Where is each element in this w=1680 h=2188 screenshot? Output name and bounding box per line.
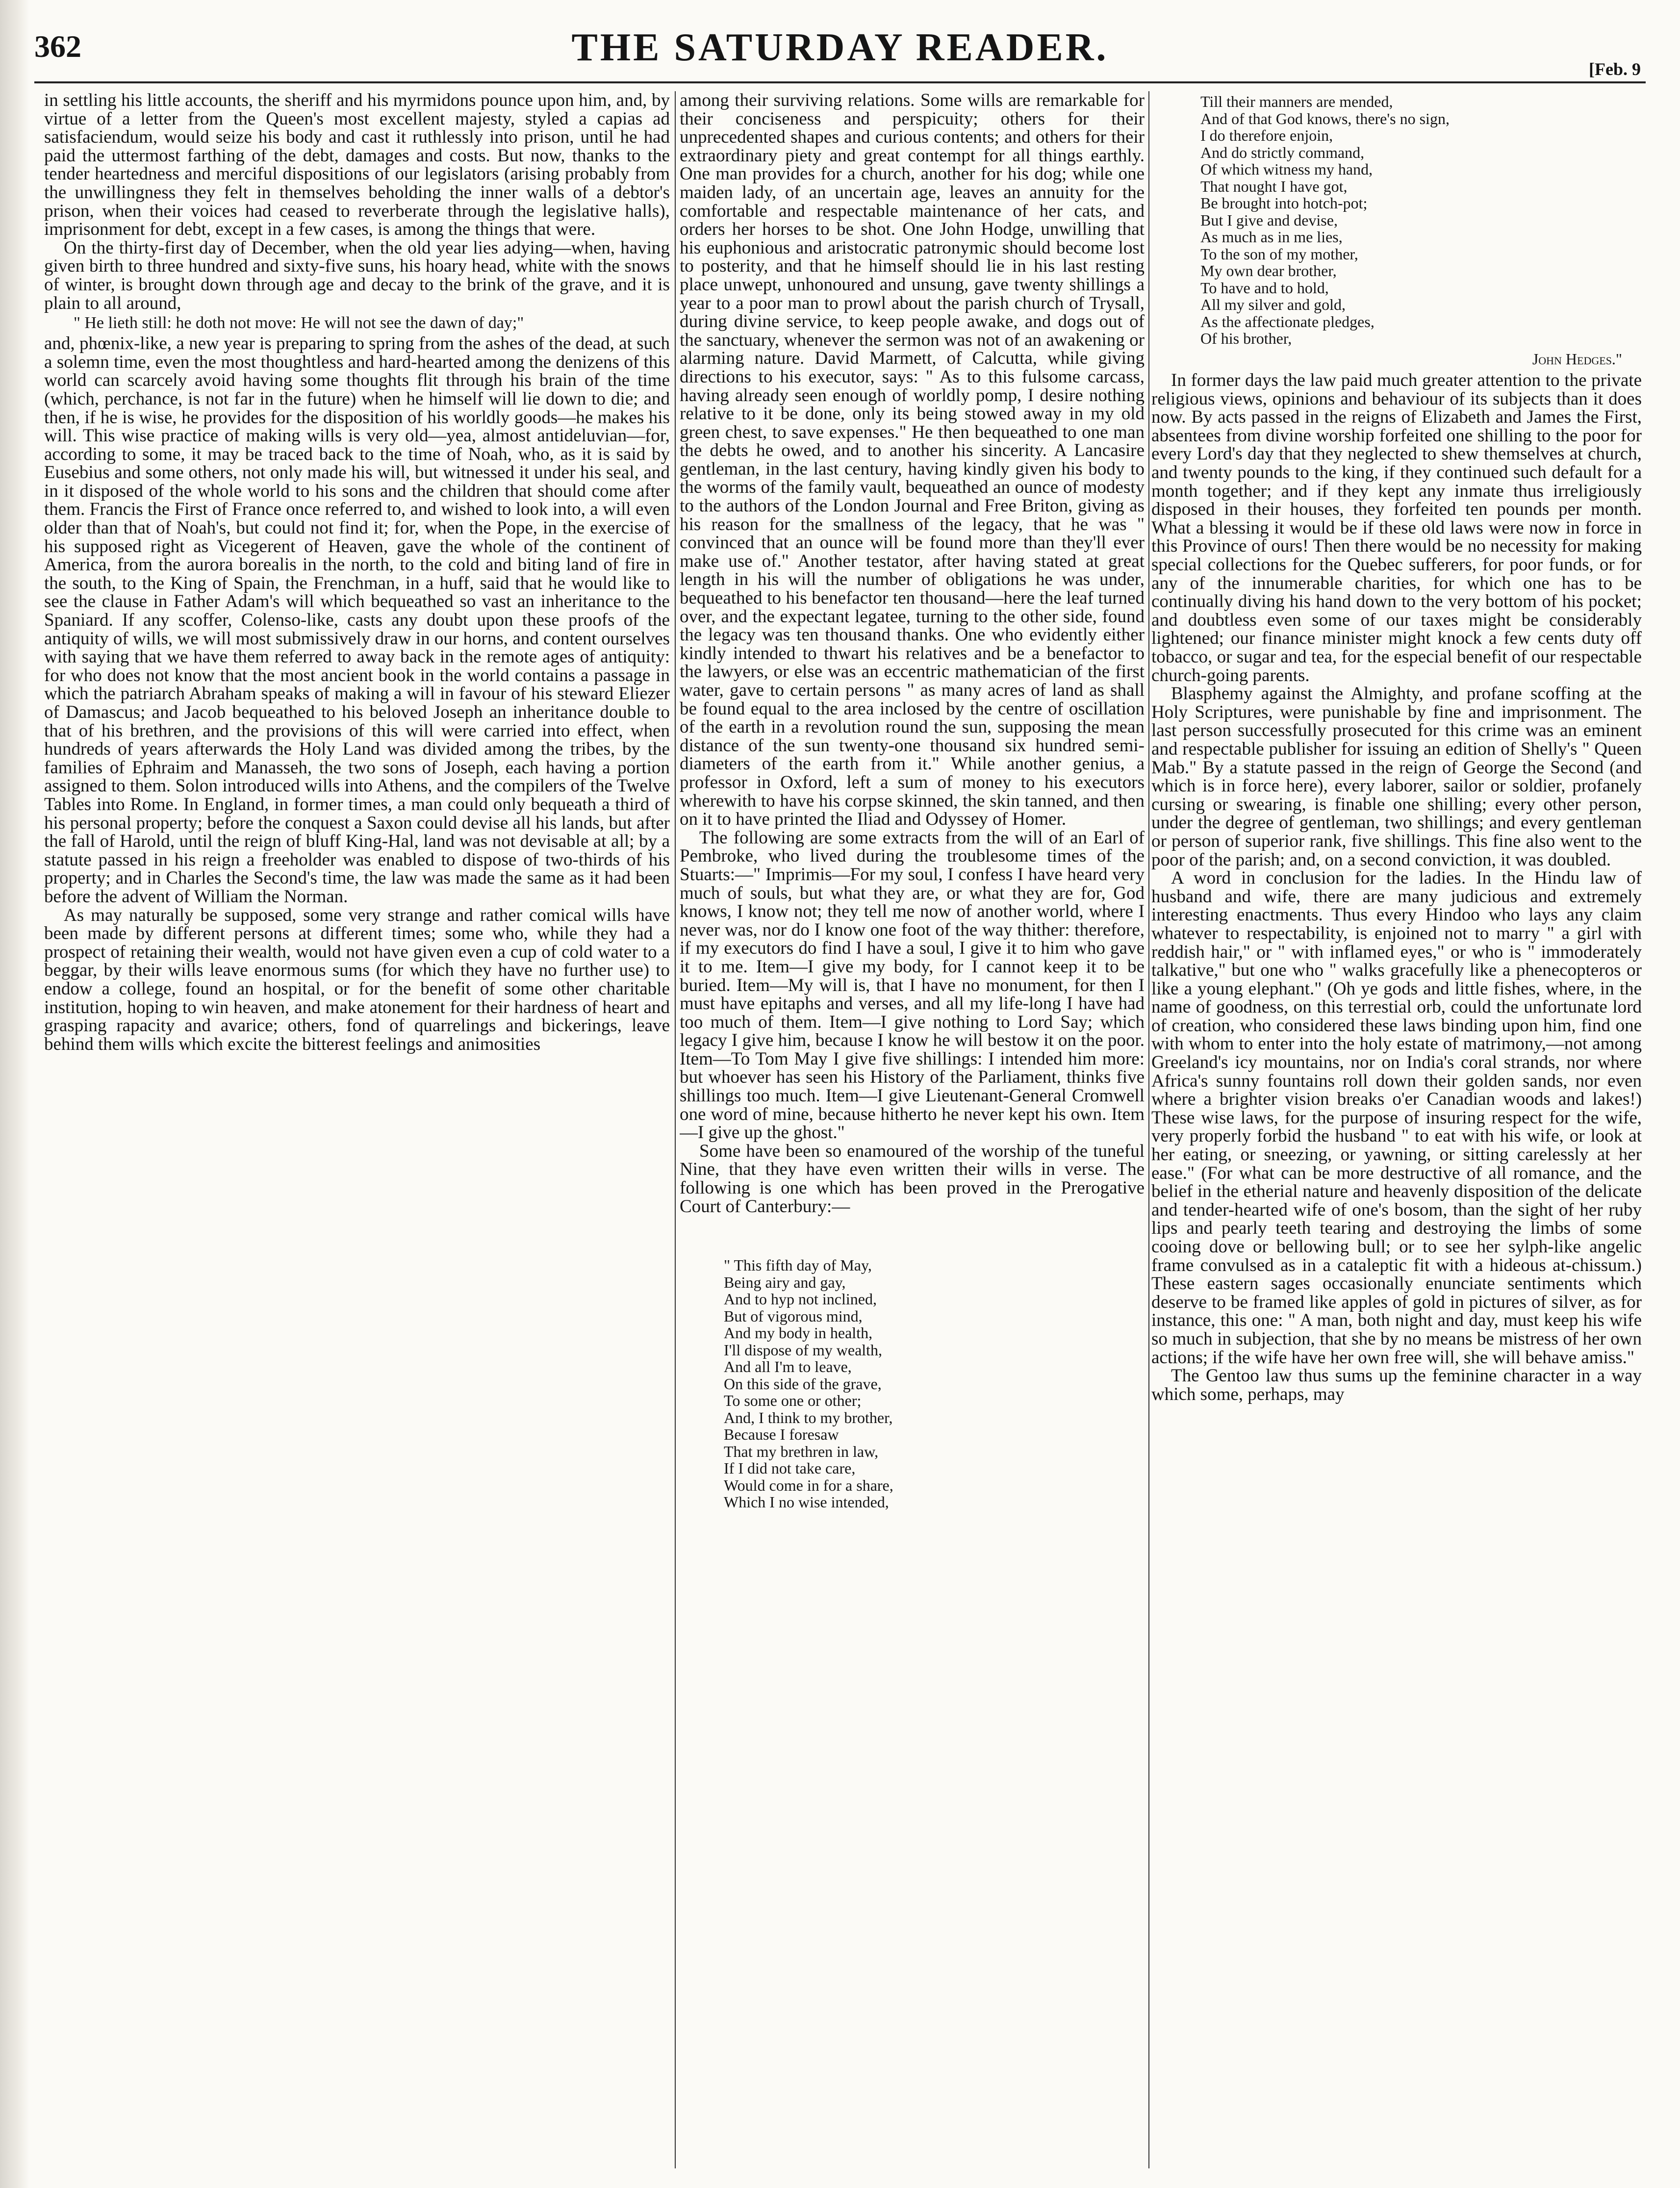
text-column-3 (1151, 91, 1642, 2173)
verse-will-continued: Till their manners are mended, And of that God knows, there's no sign, I do therefore enjoin, And do strictly command, Of which witness my hand, That nought I have got, Be brought into hotch-pot; But I give and devise, As much as in me lies, To the son of my mother, My own dear brother, To have and to hold, All my silver and gold, As the affectionate pledges, Of his brother, (1200, 93, 1450, 347)
paragraph: The following are some extracts from the will of an Earl of Pembroke, who lived during the troublesome times of the Stuarts:—" Imprimis—For my soul, I confess I have heard very much of souls, but what they are, or what they are for, God knows, I know not; they tell me now of another world, where I never was, nor do I know one foot of the way thither: therefore, if my executors do find I have a soul, I give it to him who gave it to me. Item—I give my body, for I cannot keep it to be buried. Item—My will is, that I have no monument, for then I must have epitaphs and verses, and all my life-long I have had too much of them. Item—I give nothing to Lord Say; which legacy I give him, because I know he will bestow it on the poor. Item—To Tom May I give five shillings: I intended him more: but whoever has seen his History of the Parliament, thinks five shillings too much. Item—I give Lieutenant-General Cromwell one word of mine, because hitherto he never kept his own. Item—I give up the ghost." (680, 827, 1145, 1143)
column-divider (1148, 91, 1149, 2168)
page-number: 362 (34, 29, 81, 64)
paragraph: among their surviving relations. Some wills are remarkable for their conciseness and perspicuity; others for their unprecedented shapes and curious contents; and others for their extraordinary piety and great contempt for all things earthly. One man provides for a church, another for his dog; while one maiden lady, of an uncertain age, leaves an annuity for the comfortable and respectable maintenance of her cats, and orders her horses to be shot. One John Hodge, unwilling that his euphonious and aristocratic patronymic should become lost to posterity, and that he himself should lie in his last resting place unwept, unhonoured and unsung, gave twenty shillings a year to a poor man to prowl about the parish church of Trysall, during divine service, to keep people awake, and dogs out of the sanctuary, whenever the sermon was not of an awakening or alarming nature. David Marmett, of Calcutta, while giving directions to his executor, says: " As to this fulsome carcass, having already seen enough of worldly pomp, I desire nothing relative to it be done, only its being stowed away in my old green chest, to save expenses." He then bequeathed to one man the debts he owed, and to another his sincerity. A Lancasire gentleman, in the last century, having kindly given his body to the worms of the family vault, bequeathed an ounce of modesty to the authors of the London Journal and Free Briton, giving as his reason for the smallness of the legacy, that he was " convinced that an ounce will be found more than they'll ever make use of." Another testator, after having stated at great length in his will the number of obligations he was under, bequeathed to his benefactor ten thousand—here the leaf turned over, and the expectant legatee, turning to the other side, found the legacy was ten thousand thanks. One who evidently either kindly intended to thwart his relatives and be a benefactor to the lawyers, or else was an eccentric mathematician of the first water, gave to certain persons " as many acres of land as shall be found equal to the area inclosed by the centre of oscillation of the earth in a revolution round the sun, supposing the mean distance of the sun twenty-one thousand six hundred semi-diameters of the earth from it." While another genius, a professor in Oxford, left a sum of money to his executors wherewith to have his corpse skinned, the skin tanned, and then on it to have printed the Iliad and Odyssey of Homer. (680, 91, 1145, 830)
page-binding-shadow (0, 0, 29, 2188)
paragraph: As may naturally be supposed, some very strange and rather comical wills have been made by different persons at different times; some who, while they had a prospect of retaining their wealth, would not have given even a cup of cold water to a beggar, by their wills leave enormous sums (for which they have no further use) to endow a college, found an hospital, or for the benefit of some other charitable institution, hoping to win heaven, and make atonement for their hardness of heart and grasping rapacity and avarice; others, fond of quarrelings and bickerings, leave behind them wills which excite the bitterest feelings and animosities (44, 905, 670, 1054)
paragraph: Blasphemy against the Almighty, and profane scoffing at the Holy Scriptures, were punishable by fine and imprisonment. The last person successfully prosecuted for this crime was an eminent and respectable publisher for issuing an edition of Shelly's " Queen Mab." By a statute passed in the reign of George the Second (and which is in force here), every laborer, sailor or soldier, profanely cursing or swearing, is finable one shilling; every other person, under the degree of gentleman, two shillings; and every gentleman or person of superior rank, five shillings. This fine also went to the poor of the parish; and, on a second conviction, it was doubled. (1151, 684, 1642, 870)
header-rule (34, 81, 1646, 83)
issue-date: [Feb. 9 (1589, 59, 1641, 79)
paragraph: In former days the law paid much greater attention to the private religious views, opinions and behaviour of its subjects than it does now. By acts passed in the reigns of Elizabeth and James the First, absentees from divine worship forfeited one shilling to the poor for every Lord's day that they neglected to shew themselves at church, and twenty pounds to the king, if they continued such default for a month together; and if they kept any inmate thus irreligiously disposed in their houses, they forfeited ten pounds per month. What a blessing it would be if these old laws were now in force in this Province of ours! Then there would be no necessity for making special collections for the Quebec sufferers, for poor funds, or for any of the innumerable charities, for which one has to be continually diving his hand down to the very bottom of his pocket; and doubtless even some of our taxes might be considerably lightened; our finance minister might knock a few cents duty off tobacco, or sugar and tea, for the especial benefit of our respectable church-going parents. (1151, 370, 1642, 686)
newspaper-masthead: THE SATURDAY READER. (571, 26, 1109, 69)
text-column-2 (680, 91, 1145, 2173)
paragraph: Some have been so enamoured of the worship of the tuneful Nine, that they have even written their wills in verse. The following is one which has been proved in the Prerogative Court of Canterbury:— (680, 1141, 1145, 1217)
spacer (680, 1216, 1145, 1255)
paragraph: The Gentoo law thus sums up the feminine character in a way which some, perhaps, may (1151, 1366, 1642, 1404)
paragraph: and, phœnix-like, a new year is preparing to spring from the ashes of the dead, at such a solemn time, even the most thoughtless and hard-hearted among the denizens of this world can scarcely avoid having some thoughts flit through his brain of the time (which, perchance, is not far in the future) when he himself will lie down to die; and then, if he is wise, he provides for the disposition of his worldly goods—he makes his will. This wise practice of making wills is very old—yea, almost antideluvian—for, according to some, it may be traced back to the time of Noah, who, as it is said by Eusebius and some others, not only made his will, but witnessed it under his seal, and in it disposed of the whole world to his sons and the children that should come after them. Francis the First of France once referred to, and wished to look into, a will even older than that of Noah's, but could not find it; for, when the Pope, in the exercise of his supposed right as Vicegerent of Heaven, gave the whole of the continent of America, from the aurora borealis in the north, to the cold and biting land of fire in the south, to the King of Spain, the Frenchman, in a huff, said that he would like to see the clause in Father Adam's will which bequeathed so vast an inheritance to the Spaniard. If any scoffer, Colenso-like, casts any doubt upon these proofs of the antiquity of wills, we will most submissively draw in our horns, and content ourselves with saying that we have them referred to away back in the remote ages of antiquity: for who does not know that the most ancient book in the world contains a passage in which the patriarch Abraham speaks of making a will in favour of his steward Eliezer of Damascus; and Jacob bequeathed to his beloved Joseph an inheritance double to that of his brethren, and the provisions of this will were carried into effect, when hundreds of years afterwards the Holy Land was divided among the tribes, by the families of Ephraim and Manasseh, the two sons of Joseph, each having a portion assigned to them. Solon introduced wills into Athens, and the compilers of the Twelve Tables into Rome. In England, in former times, a man could only bequeath a third of his personal property; before the conquest a Saxon could devise all his lands, but after the fall of Harold, until the reign of bluff King-Hal, land was not devisable at all; by a statute passed in his reign a freeholder was enabled to dispose of two-thirds of his property; and in Charles the Second's time, the law was made the same as it had been before the advent of William the Norman. (44, 333, 670, 907)
paragraph: On the thirty-first day of December, when the old year lies adying—when, having given birth to three hundred and sixty-five suns, his hoary head, white with the snows of winter, is brought down through age and decay to the brink of the grave, and it is plain to all around, (44, 237, 670, 313)
text-column-1 (44, 91, 670, 2173)
paragraph: A word in conclusion for the ladies. In the Hindu law of husband and wife, there are many judicious and extremely interesting enactments. Thus every Hindoo who lays any claim whatever to respectability, is enjoined not to marry " a girl with reddish hair," or " with inflamed eyes," or who is " immoderately talkative," but one who " walks gracefully like a phenecopteros or like a young elephant." (Oh ye gods and little fishes, where, in the name of goodness, on this terrestial orb, could the unfortunate lord of creation, who considered these laws binding upon him, find one with whom to enter into the holy estate of matrimony,—not among Greeland's icy mountains, nor on India's coral strands, nor where Africa's sunny fountains roll down their golden sands, nor even where a brighter vision breaks o'er Canadian woods and lakes!) These wise laws, for the purpose of insuring respect for the wife, very properly forbid the husband " to eat with his wife, or look at her eating, or sneezing, or yawning, or sitting carelessly at her ease." (For what can be more destructive of all romance, and the belief in the etherial nature and heavenly disposition of the delicate and tender-hearted wife of one's bosom, than the sight of her ruby lips and pearly teeth tearing and destroying the limbs of some cooing dove or bellowing bull; or to see her sylph-like angelic frame convulsed as in a cataleptic fit with a hideous at-chissum.) These eastern sages occasionally enunciate sentiments which deserve to be framed like apples of gold in pictures of silver, as for instance, this one: " A man, both night and day, must keep his wife so much in subjection, that she by no means be mistress of her own actions; if the wife have her own free will, she will behave amiss." (1151, 868, 1642, 1368)
verse-quote: " He lieth still: he doth not move: He will not see the dawn of day;" (74, 314, 524, 332)
verse-signature: John Hedges." (1532, 350, 1622, 368)
paragraph: in settling his little accounts, the sheriff and his myrmidons pounce upon him, and, by virtue of a letter from the Queen's most excellent majesty, styled a capias ad satisfaciendum, would seize his body and cast it ruthlessly into prison, until he had paid the uttermost farthing of the debt, damages and costs. But now, thanks to the tender heartedness and merciful dispositions of our legislators (arising probably from the unwillingness they felt in themselves beholding the inner walls of a debtor's prison, when their voices had ceased to reverberate through the legislative halls), imprisonment for debt, except in a few cases, is among the things that were. (44, 91, 670, 240)
verse-will: " This fifth day of May, Being airy and gay, And to hyp not inclined, But of vigorous mind, And my body in health, I'll dispose of my wealth, And all I'm to leave, On this side of the grave, To some one or other; And, I think to my brother, Because I foresaw That my brethren in law, If I did not take care, Would come in for a share, Which I no wise intended, (724, 1256, 893, 1511)
column-divider (675, 91, 676, 2168)
